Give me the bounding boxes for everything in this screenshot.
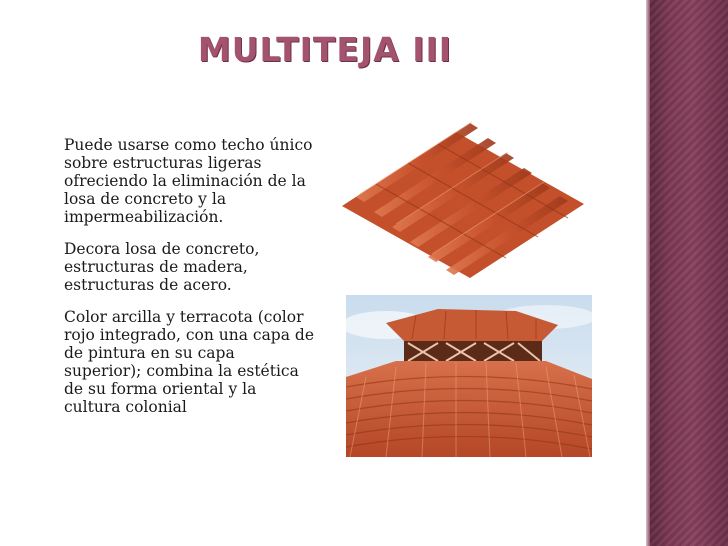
tiled-roof-photo <box>346 295 592 457</box>
paragraph-usage: Puede usarse como techo único sobre estructuras ligeras ofreciendo la eliminación de la losa de concreto y la impermeabilización. <box>64 136 313 226</box>
paragraph-decoration: Decora losa de concreto, estructuras de madera, estructuras de acero. <box>64 240 260 294</box>
paragraph-color: Color arcilla y terracota (color rojo integrado, con una capa de de pintura en su capa superior); combina la estética de su forma oriental y la cultura colonial <box>64 308 314 416</box>
slide-title: MULTITEJA III <box>197 30 453 69</box>
roof-tile-photo <box>336 118 586 278</box>
decorative-side-bar <box>650 0 728 546</box>
body-text <box>64 136 314 430</box>
